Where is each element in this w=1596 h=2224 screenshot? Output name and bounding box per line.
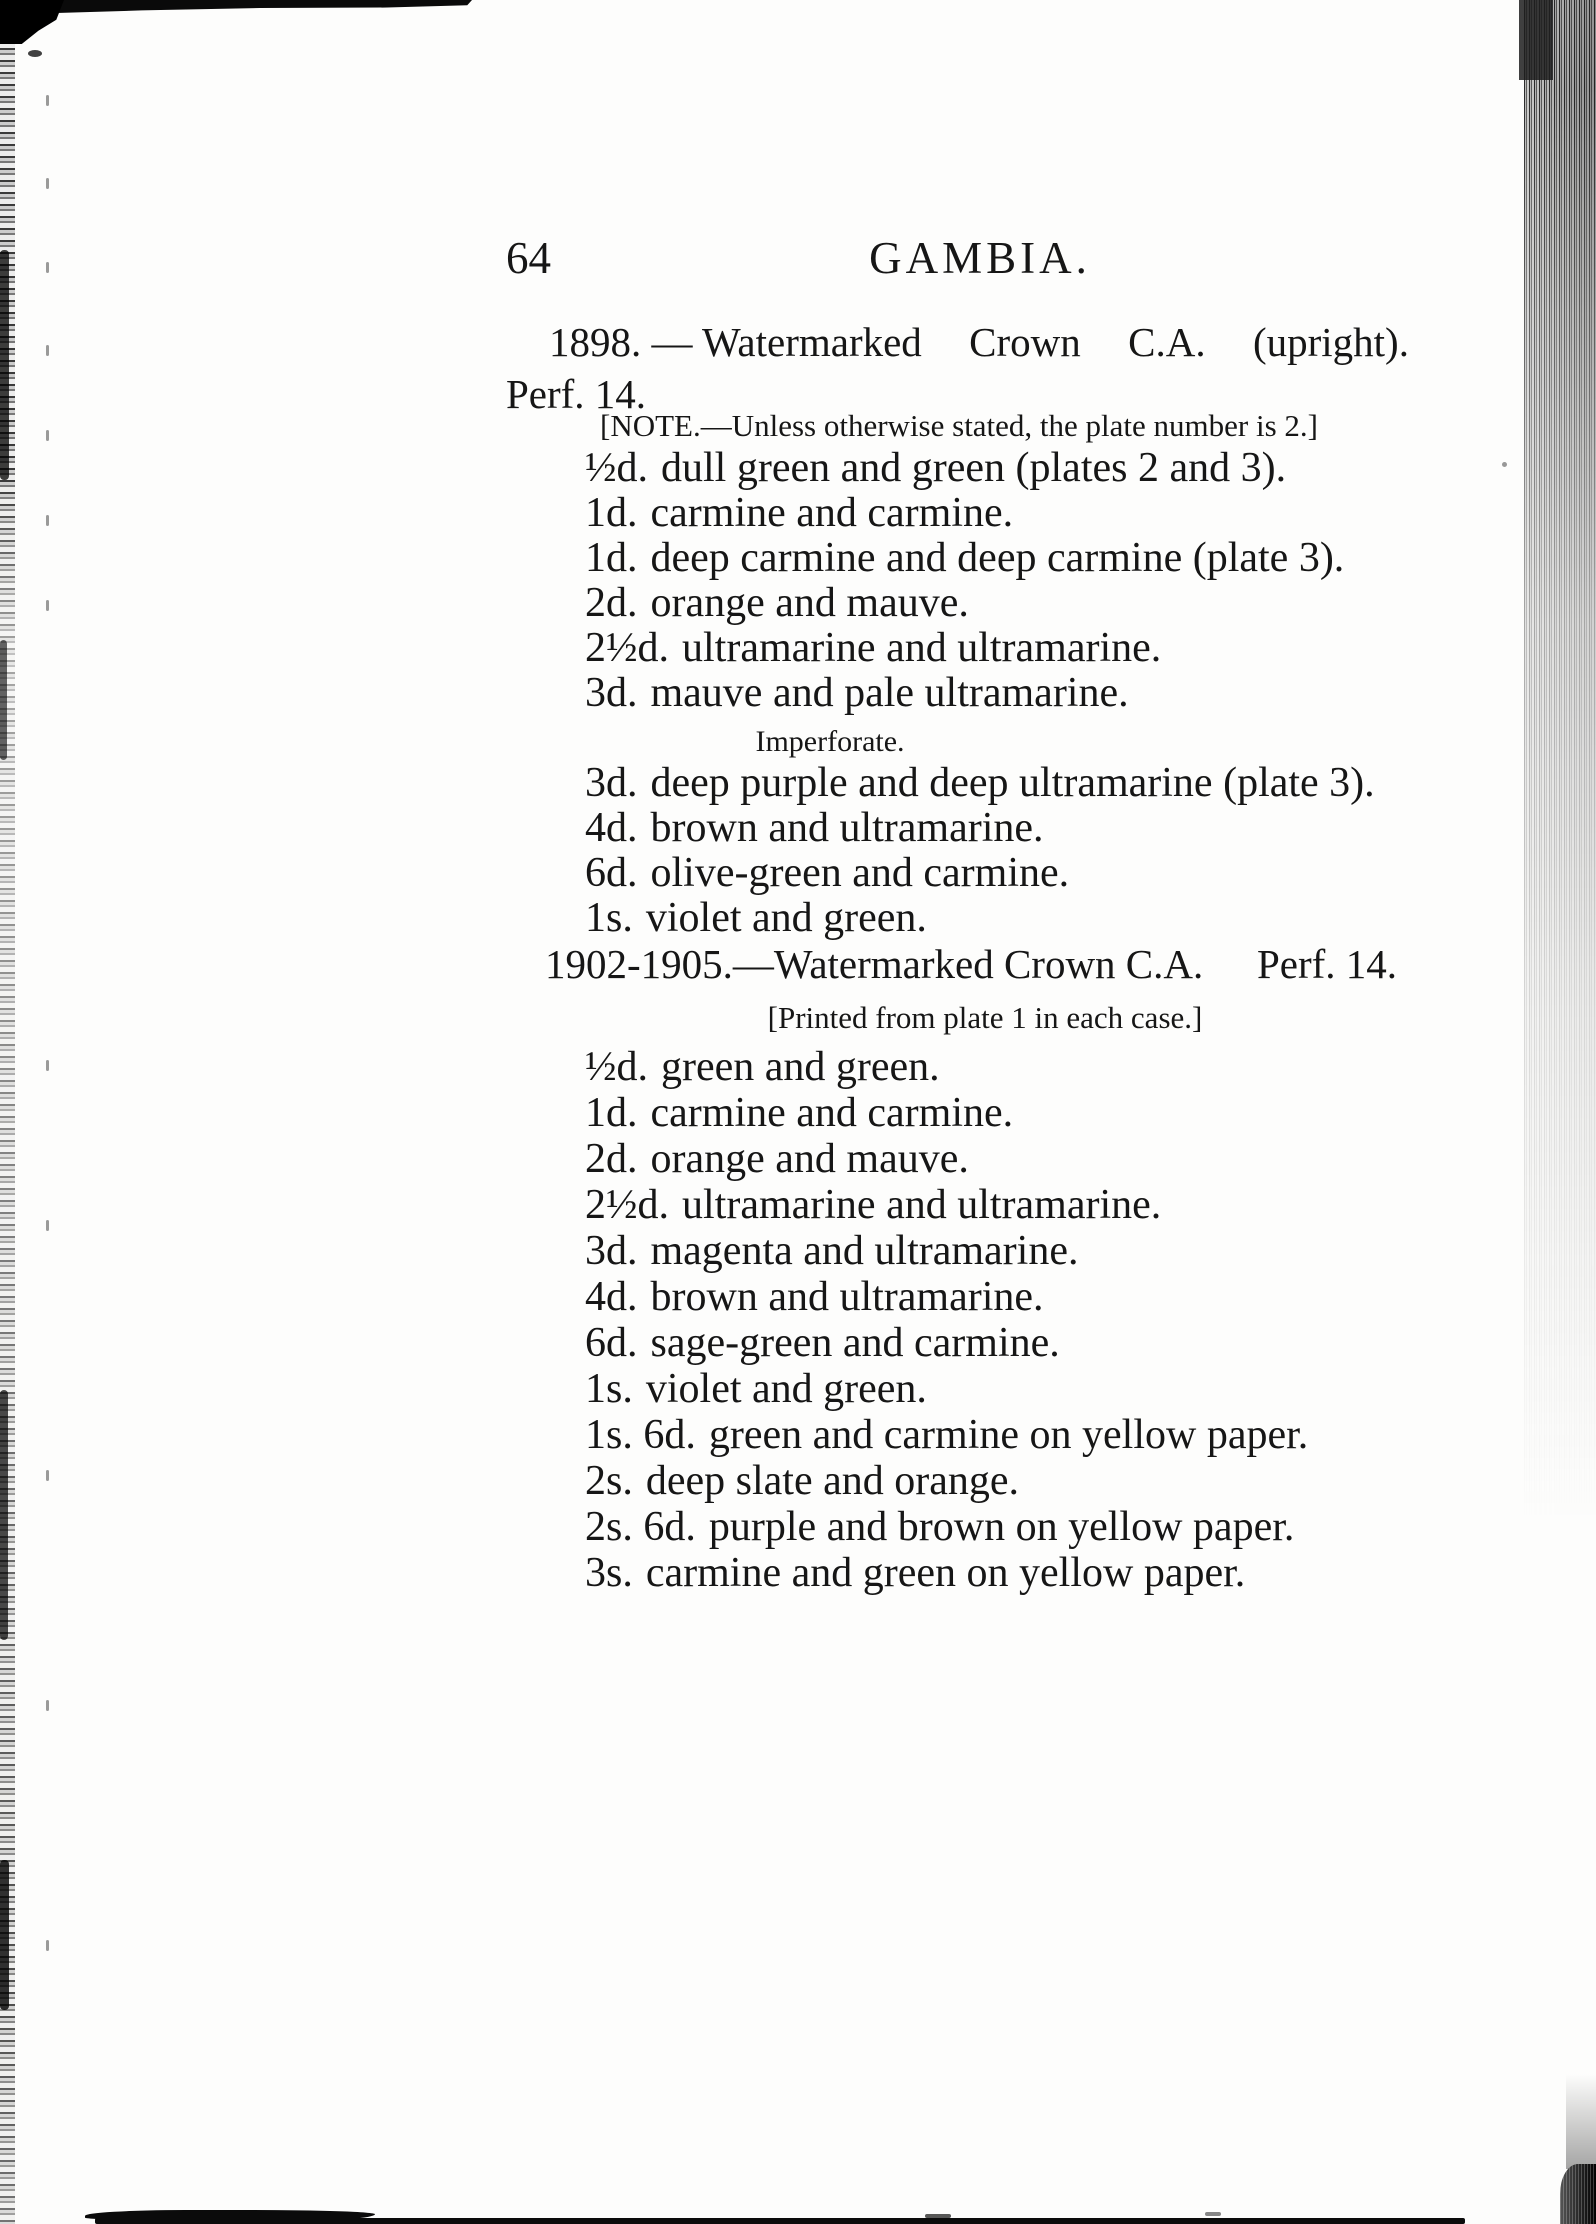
color-description: green and green. xyxy=(661,1044,940,1090)
heading-part: Perf. 14. xyxy=(1256,941,1397,987)
denomination: ½d. xyxy=(585,1044,648,1090)
catalogue-entry xyxy=(585,1136,1308,1182)
scan-artifact-margin-tick xyxy=(46,178,49,189)
catalogue-entry xyxy=(585,806,1375,851)
catalogue-entry xyxy=(585,491,1375,536)
color-description: carmine and carmine. xyxy=(650,1090,1014,1136)
denomination: 4d. xyxy=(585,1274,638,1320)
denomination: 1s. xyxy=(585,895,633,941)
scan-artifact-margin-tick xyxy=(46,95,49,106)
catalogue-entry xyxy=(585,1090,1308,1136)
scan-artifact-top-bar xyxy=(0,0,472,13)
catalogue-entry xyxy=(585,851,1375,896)
heading-part: (upright). xyxy=(1252,319,1409,365)
denomination: 3s. xyxy=(585,1550,633,1596)
scan-artifact-bottom-mark xyxy=(1205,2212,1221,2216)
color-description: dull green and green (plates 2 and 3). xyxy=(661,445,1287,491)
imperforate-label: Imperforate. xyxy=(755,725,905,758)
catalogue-entry xyxy=(585,446,1375,491)
heading-part: 1898. — Watermarked xyxy=(549,319,922,365)
color-description: magenta and ultramarine. xyxy=(650,1228,1079,1274)
denomination: 1d. xyxy=(585,535,638,581)
denomination: 3d. xyxy=(585,1228,638,1274)
denomination: 2½d. xyxy=(585,625,669,671)
heading-part: 1902-1905.—Watermarked Crown C.A. xyxy=(545,941,1204,987)
scan-artifact-margin-tick xyxy=(46,600,49,611)
scan-artifact-margin-tick xyxy=(46,1470,49,1481)
imperforate-divider xyxy=(585,716,1375,761)
denomination: 3d. xyxy=(585,670,638,716)
scan-artifact-corner-blob xyxy=(1560,2164,1596,2224)
denomination: ½d. xyxy=(585,445,648,491)
scan-artifact-bottom-bar xyxy=(95,2218,1465,2224)
catalogue-entry xyxy=(585,1504,1308,1550)
catalogue-entry xyxy=(585,1458,1308,1504)
catalogue-entry xyxy=(585,1274,1308,1320)
color-description: ultramarine and ultramarine. xyxy=(682,625,1162,671)
color-description: mauve and pale ultramarine. xyxy=(650,670,1129,716)
denomination: 2d. xyxy=(585,1136,638,1182)
catalogue-entry xyxy=(585,1228,1308,1274)
color-description: violet and green. xyxy=(645,895,927,941)
catalogue-entry xyxy=(585,761,1375,806)
color-description: carmine and green on yellow paper. xyxy=(645,1550,1246,1596)
color-description: violet and green. xyxy=(645,1366,927,1412)
scan-artifact-corner-haze xyxy=(1566,2074,1596,2169)
section-heading-1898 xyxy=(549,318,1409,366)
color-description: brown and ultramarine. xyxy=(650,1274,1044,1320)
denomination: 2s. 6d. xyxy=(585,1504,696,1550)
scan-artifact-right-block xyxy=(1519,0,1553,80)
catalogue-entry xyxy=(585,1182,1308,1228)
catalogue-entry xyxy=(585,1044,1308,1090)
color-description: orange and mauve. xyxy=(650,580,969,626)
catalogue-entry xyxy=(585,536,1375,581)
scan-artifact-left-blob xyxy=(0,1860,9,2010)
scan-artifact-right-edge xyxy=(1524,0,1596,1520)
denomination: 1s. 6d. xyxy=(585,1412,696,1458)
denomination: 2½d. xyxy=(585,1182,669,1228)
catalogue-entry xyxy=(585,1550,1308,1596)
catalogue-entry xyxy=(585,896,1375,941)
color-description: sage-green and carmine. xyxy=(650,1320,1060,1366)
color-description: ultramarine and ultramarine. xyxy=(682,1182,1162,1228)
scan-artifact-margin-tick xyxy=(46,515,49,526)
scan-artifact-left-blob xyxy=(0,250,9,480)
plate-note: [Printed from plate 1 in each case.] xyxy=(767,1000,1203,1035)
stamp-list-1898 xyxy=(585,446,1375,941)
color-description: purple and brown on yellow paper. xyxy=(708,1504,1295,1550)
scan-artifact-margin-tick xyxy=(46,1060,49,1071)
color-description: carmine and carmine. xyxy=(650,490,1014,536)
scan-artifact-margin-tick xyxy=(46,1700,49,1711)
color-description: brown and ultramarine. xyxy=(650,805,1044,851)
color-description: green and carmine on yellow paper. xyxy=(708,1412,1309,1458)
denomination: 6d. xyxy=(585,850,638,896)
plate-note: [NOTE.—Unless otherwise stated, the plate number is 2.] xyxy=(600,408,1318,443)
denomination: 2s. xyxy=(585,1458,633,1504)
catalogue-entry xyxy=(585,1320,1308,1366)
catalogue-entry xyxy=(585,1366,1308,1412)
scan-artifact-bottom-mark xyxy=(925,2214,951,2218)
page-number: 64 xyxy=(506,233,551,283)
heading-part: C.A. xyxy=(1128,319,1206,365)
section-heading-1902 xyxy=(545,940,1397,988)
scan-artifact-margin-tick xyxy=(46,262,49,273)
color-description: deep slate and orange. xyxy=(645,1458,1020,1504)
denomination: 4d. xyxy=(585,805,638,851)
stamp-list-1902 xyxy=(585,1044,1308,1596)
scan-artifact-speck xyxy=(1502,462,1507,467)
scan-artifact-margin-tick xyxy=(46,1940,49,1951)
denomination: 2d. xyxy=(585,580,638,626)
denomination: 1d. xyxy=(585,1090,638,1136)
running-title: GAMBIA. xyxy=(869,233,1091,283)
color-description: deep carmine and deep carmine (plate 3). xyxy=(650,535,1345,581)
catalogue-entry xyxy=(585,626,1375,671)
catalogue-entry xyxy=(585,1412,1308,1458)
scan-artifact-margin-tick xyxy=(46,345,49,356)
color-description: orange and mauve. xyxy=(650,1136,969,1182)
denomination: 1s. xyxy=(585,1366,633,1412)
scan-artifact-left-blob xyxy=(0,640,7,760)
section-heading-1898-perf: Perf. 14. xyxy=(506,371,647,417)
scan-artifact-fleck xyxy=(28,50,42,57)
denomination: 1d. xyxy=(585,490,638,536)
denomination: 6d. xyxy=(585,1320,638,1366)
scan-artifact-left-blob xyxy=(0,1390,8,1640)
denomination: 3d. xyxy=(585,760,638,806)
catalogue-entry xyxy=(585,581,1375,626)
color-description: deep purple and deep ultramarine (plate 3). xyxy=(650,760,1375,806)
catalogue-entry xyxy=(585,671,1375,716)
color-description: olive-green and carmine. xyxy=(650,850,1070,896)
scan-artifact-top-corner xyxy=(0,0,64,44)
heading-part: Crown xyxy=(969,319,1081,365)
scan-artifact-margin-tick xyxy=(46,430,49,441)
scan-artifact-margin-tick xyxy=(46,1220,49,1231)
